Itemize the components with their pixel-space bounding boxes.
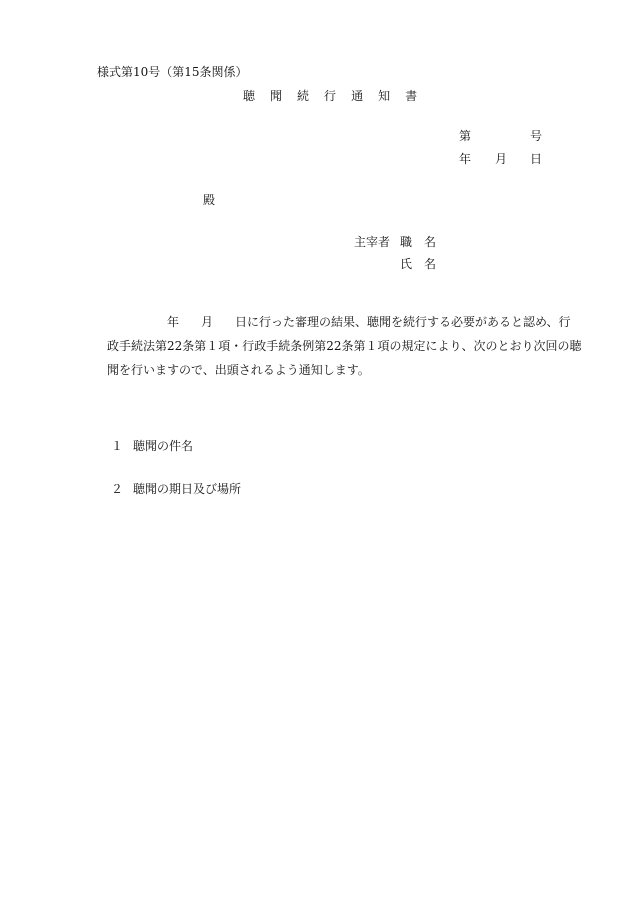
addressee-honorific: 殿 [203, 193, 216, 207]
title-char: 聴 [243, 89, 256, 103]
title-char: 知 [378, 89, 391, 103]
document-number-dai: 第 [459, 129, 472, 143]
issue-date-month: 月 [495, 152, 508, 166]
name-label: 氏 名 [400, 257, 437, 271]
presider-label: 主宰者 [354, 235, 391, 249]
document-number-go: 号 [530, 129, 543, 143]
title-char: 聞 [270, 89, 283, 103]
list-item-number: １ [111, 439, 124, 453]
list-item-text: 聴聞の件名 [133, 439, 194, 453]
hearing-date-month: 月 [201, 315, 214, 329]
list-item [111, 440, 193, 452]
list-item-text: 聴聞の期日及び場所 [133, 482, 242, 496]
body-line-3: 聞を行いますので、出頭されるよう通知します。 [107, 363, 370, 377]
body-line-1 [97, 310, 571, 334]
hearing-date-year: 年 [167, 315, 180, 329]
issue-date-day: 日 [530, 152, 543, 166]
form-number: 様式第10号（第15条関係） [97, 65, 248, 79]
body-line-2: 政手続法第22条第１項・行政手続条例第22条第１項の規定により、次のとおり次回の聴 [107, 339, 582, 353]
body-line-1-text: 日に行った審理の結果、聴聞を続行する必要があると認め、行 [235, 315, 571, 329]
title-char: 行 [324, 89, 337, 103]
issue-date-year: 年 [459, 152, 472, 166]
position-label: 職 名 [400, 235, 437, 249]
title-char: 書 [405, 89, 418, 103]
title-char: 通 [351, 89, 364, 103]
title-char: 続 [297, 89, 310, 103]
list-item [111, 483, 241, 495]
list-item-number: ２ [111, 482, 124, 496]
document-title [243, 90, 417, 102]
notice-body [97, 310, 582, 382]
